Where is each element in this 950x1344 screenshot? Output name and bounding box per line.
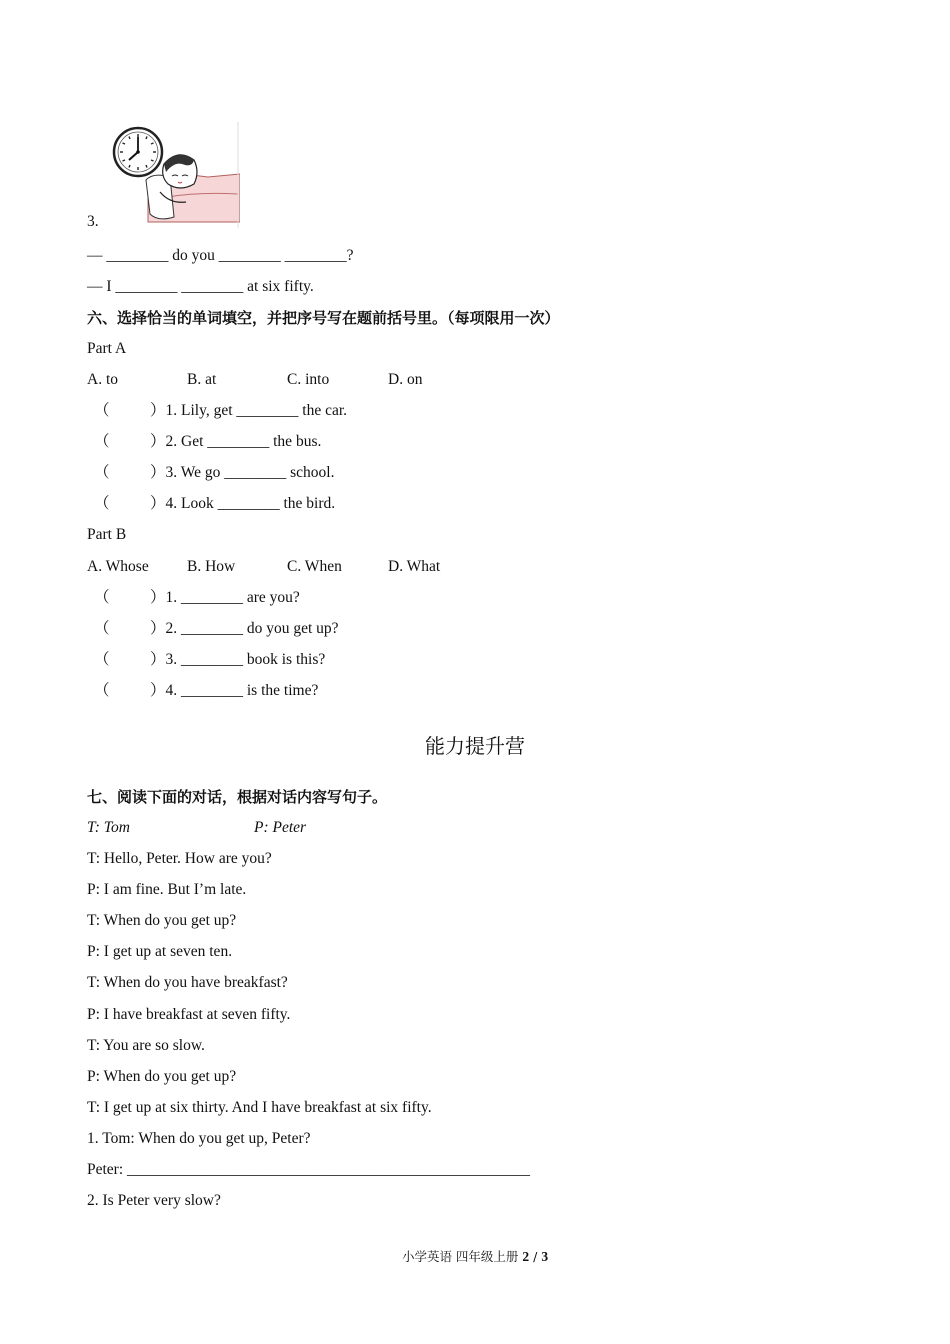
answer-bracket[interactable]: （: [94, 402, 110, 419]
part-a-question-4: （ ）4. Look ________ the bird.: [94, 495, 336, 512]
part-b-option-b: B. How: [187, 558, 236, 575]
part-a-option-b: B. at: [187, 371, 217, 388]
section-7-answer-line-1[interactable]: Peter: ____________________________________________________: [87, 1161, 531, 1178]
part-a-label: Part A: [87, 340, 127, 357]
answer-bracket[interactable]: （: [94, 433, 110, 450]
footer-text: 小学英语 四年级上册: [401, 1249, 523, 1264]
dialogue-line: T: You are so slow.: [87, 1037, 205, 1054]
part-a-option-c: C. into: [287, 371, 330, 388]
part-a-option-d: D. on: [388, 371, 423, 388]
answer-bracket[interactable]: （: [94, 620, 110, 637]
answer-bracket[interactable]: （: [94, 495, 110, 512]
answer-bracket[interactable]: （: [94, 651, 110, 668]
answer-bracket[interactable]: （: [94, 589, 110, 606]
part-b-question-3: （ ）3. ________ book is this?: [94, 651, 326, 668]
section-7-question-2: 2. Is Peter very slow?: [87, 1192, 221, 1209]
dialogue-line: T: When do you have breakfast?: [87, 974, 288, 991]
answer-bracket[interactable]: （: [94, 464, 110, 481]
role-peter: P: Peter: [254, 819, 307, 836]
answer-bracket[interactable]: （: [94, 682, 110, 699]
dialogue-line: P: I have breakfast at seven fifty.: [87, 1006, 291, 1023]
part-b-option-c: C. When: [287, 558, 342, 575]
part-a-question-1: （ ）1. Lily, get ________ the car.: [94, 402, 348, 419]
part-a-question-3: （ ）3. We go ________ school.: [94, 464, 335, 481]
dialogue-line: T: I get up at six thirty. And I have breakfast at six fifty.: [87, 1099, 432, 1116]
dialogue-line: P: I get up at seven ten.: [87, 943, 233, 960]
page-separator: /: [529, 1249, 542, 1264]
page-footer: [0, 1247, 950, 1265]
part-b-option-d: D. What: [388, 558, 441, 575]
part-a-option-a: A. to: [87, 371, 118, 388]
part-b-question-4: （ ）4. ________ is the time?: [94, 682, 319, 699]
role-tom: T: Tom: [87, 819, 130, 836]
section-7-question-1: 1. Tom: When do you get up, Peter?: [87, 1130, 311, 1147]
page-total: 3: [541, 1249, 549, 1264]
part-a-question-2: （ ）2. Get ________ the bus.: [94, 433, 322, 450]
dialogue-line: P: When do you get up?: [87, 1068, 237, 1085]
item-3-answer-line: — I ________ ________ at six fifty.: [87, 278, 314, 295]
clock-and-girl-illustration: [108, 122, 240, 228]
dialogue-line: T: When do you get up?: [87, 912, 237, 929]
dialogue-line: T: Hello, Peter. How are you?: [87, 850, 272, 867]
section-6-heading: 六、选择恰当的单词填空，并把序号写在题前括号里。（每项限用一次）: [87, 309, 560, 327]
ability-section-title: 能力提升营: [425, 734, 525, 758]
item-3-number: 3.: [87, 213, 99, 230]
item-3-question-line: — ________ do you ________ ________?: [87, 247, 354, 264]
part-b-question-2: （ ）2. ________ do you get up?: [94, 620, 339, 637]
part-b-option-a: A. Whose: [87, 558, 149, 575]
section-7-heading: 七、阅读下面的对话，根据对话内容写句子。: [87, 788, 388, 806]
part-b-question-1: （ ）1. ________ are you?: [94, 589, 300, 606]
page-number: 2: [522, 1249, 530, 1264]
part-b-label: Part B: [87, 526, 127, 543]
dialogue-line: P: I am fine. But I’m late.: [87, 881, 247, 898]
